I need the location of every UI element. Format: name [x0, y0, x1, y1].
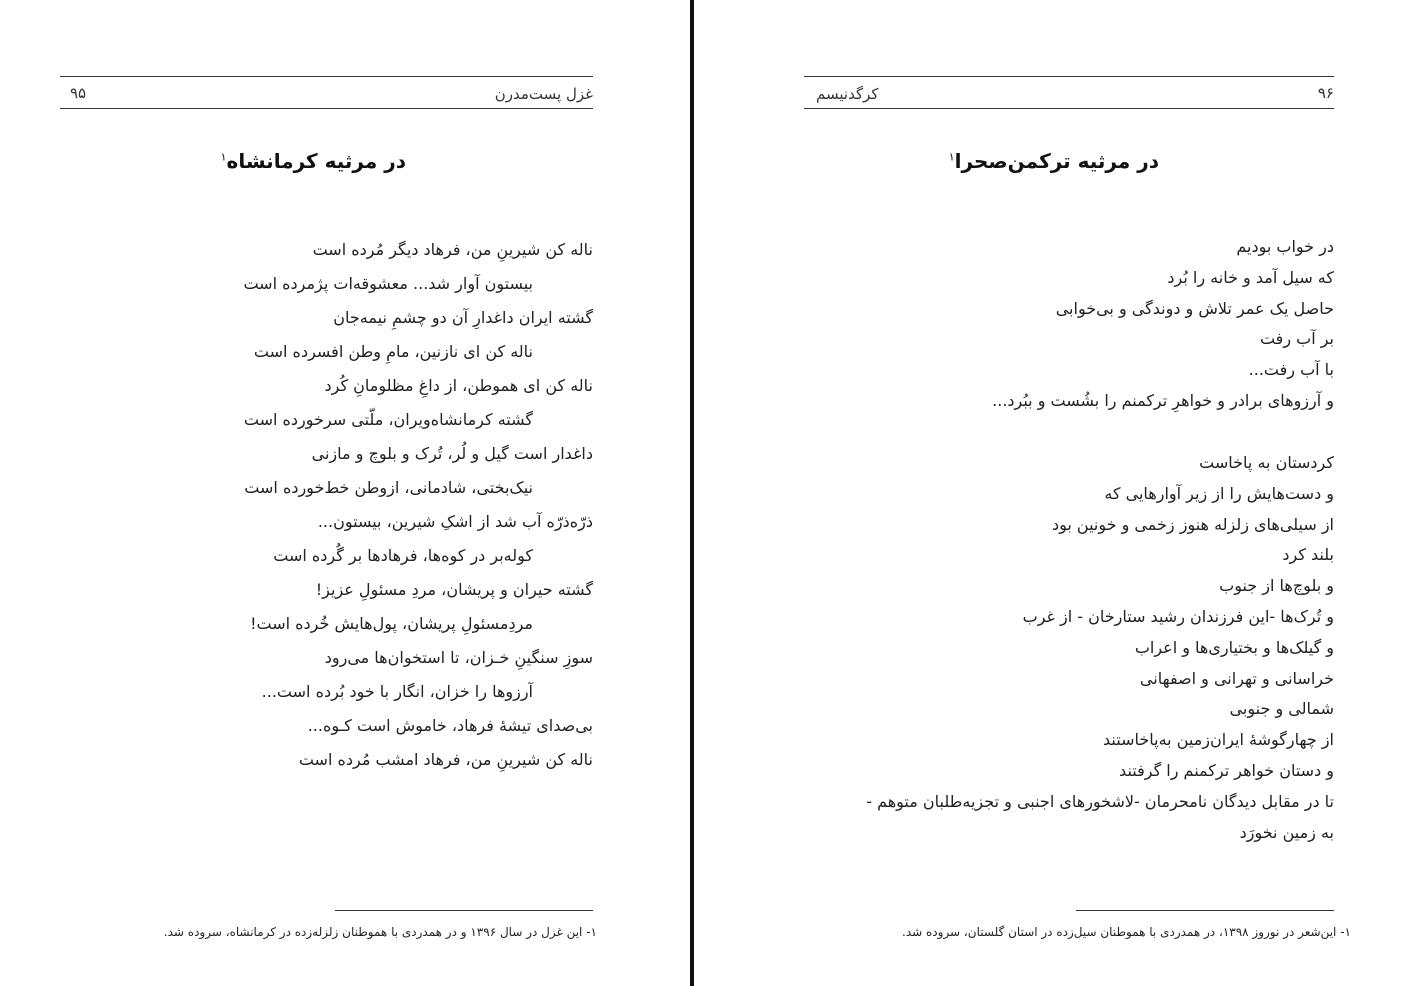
verse-line: ناله کن شیرینِ من، فرهاد امشب مُرده است [298, 750, 593, 769]
verse-line: آرزوها را خزان، انگار با خود بُرده است... [261, 682, 533, 701]
verse-line: بیستون آوار شد... معشوقه‌ات پژمرده است [243, 274, 533, 293]
header-top-rule [804, 76, 1334, 77]
header-bottom-rule [804, 108, 1334, 109]
verse-line: مردِمسئولِ پریشان، پول‌هایش خُرده است! [250, 614, 533, 633]
verse-line: نیک‌بختی، شادمانی، ازوطن خط‌خورده است [244, 478, 533, 497]
footnote: ۱- این‌شعر در نوروز ۱۳۹۸، در همدردی با هموطنان سیل‌زده در استان گلستان، سروده شد. [902, 925, 1351, 939]
poem-line: در خواب بودیم [1236, 237, 1334, 256]
poem-line: و تُرک‌ها -این فرزندان رشید ستارخان - از غرب [1022, 606, 1334, 626]
poem-stanza-2 [754, 448, 1334, 848]
footnote-mark: ۱ [948, 150, 955, 164]
footnote-rule [335, 910, 593, 911]
poem-line: خراسانی و تهرانی و اصفهانی [1139, 668, 1334, 688]
footnote: ۱- این غزل در سال ۱۳۹۶ و در همدردی با هموطنان زلزله‌زده در کرمانشاه، سروده شد. [163, 925, 597, 939]
header-bottom-rule [60, 108, 593, 109]
verse-line: سوزِ سنگینِ خـزان، تا استخوان‌ها می‌رود [324, 648, 593, 667]
verse-line: ناله کن شیرینِ من، فرهاد دیگر مُرده است [312, 240, 593, 259]
poem-line: و آرزوهای برادر و خواهرِ ترکمنم را بشُست و ببُرد... [992, 390, 1334, 410]
poem-title [949, 149, 1159, 173]
poem-line: تا در مقابل دیدگان نامحرمان -لاشخورهای اجنبی و تجزیه‌طلبان متوهم - [866, 791, 1334, 811]
poem-title-text: در مرثیه ترکمن‌صحرا [954, 149, 1159, 173]
poem-line: به زمین نخورَد [1239, 822, 1334, 842]
poem-line: بلند کرد [1282, 545, 1334, 565]
verse-line: ناله کن ای هموطن، از داغِ مظلومانِ کُرد [324, 376, 593, 395]
verse-line: گشته حیران و پریشان، مردِ مسئولِ عزیز! [315, 580, 593, 599]
ghazal-verses [53, 233, 593, 777]
verse-line: گشته کرمانشاه‌ویران، ملّتی سرخورده است [243, 410, 533, 429]
verse-line: داغدار است گیل و لُر، تُرک و بلوچ و مازنی [311, 444, 593, 463]
left-page [0, 0, 690, 986]
verse-line: ناله کن ای نازنین، مامِ وطن افسرده است [253, 342, 533, 361]
poem-line: و دستان خواهر ترکمنم را گرفتند [1119, 760, 1334, 780]
poem-line: بر آب رفت [1259, 329, 1334, 349]
poem-line: و گیلک‌ها و بختیاری‌ها و اعراب [1134, 637, 1334, 657]
page-number: ۹۵ [70, 84, 87, 102]
verse-line: کوله‌بر در کوه‌ها، فرهادها بر گُرده است [273, 546, 533, 565]
running-header-title: کرگدنیسم [816, 85, 879, 103]
poem-line: از سیلی‌های زلزله هنوز زخمی و خونین بود [1051, 514, 1334, 534]
footnote-rule [1076, 910, 1334, 911]
poem-title [221, 149, 406, 173]
poem-line: از چهارگوشهٔ ایران‌زمین به‌پاخاستند [1103, 730, 1334, 750]
verse-line: گشته ایران داغدارِ آن دو چشمِ نیمه‌جان [333, 308, 593, 327]
running-header-title: غزل پست‌مدرن [494, 85, 593, 103]
poem-line: شمالی و جنوبی [1229, 699, 1334, 719]
poem-line: با آب رفت... [1248, 360, 1334, 380]
page-number: ۹۶ [1317, 84, 1334, 102]
poem-line: و دست‌هایش را از زیر آوارهایی که [1104, 483, 1334, 503]
footnote-mark: ۱ [220, 150, 227, 164]
verse-line: ذرّه‌ذرّه آب شد از اشکِ شیرین، بیستون... [317, 512, 593, 531]
poem-line: کردستان به پاخاست [1199, 453, 1334, 472]
poem-line: که سیل آمد و خانه را بُرد [1167, 267, 1334, 287]
poem-stanza-1 [774, 232, 1334, 417]
verse-line: بی‌صدای تیشهٔ فرهاد، خاموش است کـوه... [307, 716, 593, 735]
poem-line: حاصل یک عمر تلاش و دوندگی و بی‌خوابی [1055, 298, 1334, 318]
right-page [694, 0, 1403, 986]
header-top-rule [60, 76, 593, 77]
poem-line: و بلوچ‌ها از جنوب [1219, 576, 1334, 596]
poem-title-text: در مرثیه کرمانشاه [226, 149, 406, 173]
